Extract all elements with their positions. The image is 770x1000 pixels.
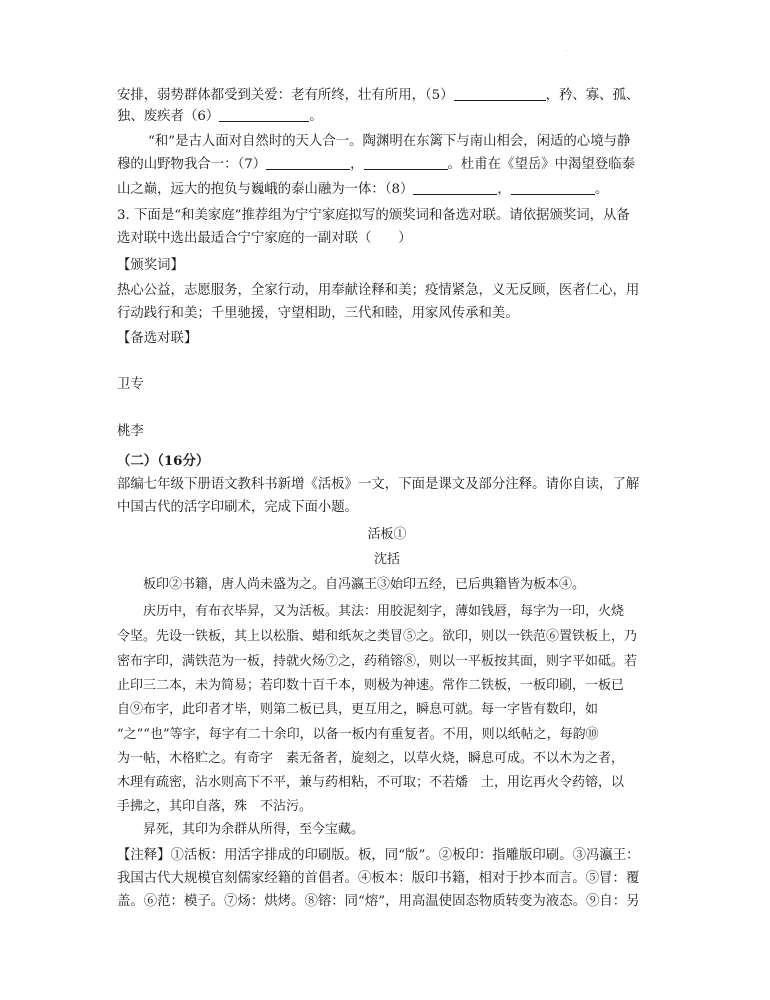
award-heading: 【颁奖词】 bbox=[117, 258, 184, 273]
classical-text-line: 密布字印，满铁范为一板，持就火炀⑦之，药稍镕⑧，则以一平板按其面，则字平如砥。若 bbox=[117, 654, 638, 669]
option-wrap: 卫专 bbox=[117, 377, 144, 392]
classical-text-line: 板印②书籍，唐人尚未盛为之。自冯瀛王③始印五经，已后典籍皆为板本④。 bbox=[143, 577, 586, 592]
section-intro-line: 部编七年级下册语文教科书新增《活板》一文，下面是课文及部分注释。请你自读，了解 bbox=[117, 477, 640, 492]
answer-blank-8a[interactable] bbox=[413, 180, 497, 195]
text-span: 。 bbox=[594, 182, 609, 197]
text-author: 沈括 bbox=[373, 552, 400, 567]
notes-line: 盖。⑥范：模子。⑦炀：烘烤。⑧镕：同“熔”，用高温使固态物质转变为液态。⑨自：另 bbox=[117, 894, 640, 909]
classical-text-line: 自⑨布字，此印者才毕，则第二板已具，更互用之，瞬息可就。每一字皆有数印，如 bbox=[117, 702, 599, 717]
text-span: 。杜甫在《望岳》中渴望登临泰 bbox=[447, 157, 635, 172]
answer-blank-7b[interactable] bbox=[364, 155, 448, 170]
paragraph-line bbox=[117, 155, 657, 175]
answer-blank-5[interactable] bbox=[454, 86, 546, 101]
text-span: 穆的山野物我合一：（7） bbox=[117, 157, 267, 172]
award-line: 热心公益，志愿服务，全家行动，用奉献诠释和美；疫情紧急，义无反顾，医者仁心，用 bbox=[117, 283, 640, 298]
couplets-heading: 【备选对联】 bbox=[117, 331, 198, 346]
classical-text-line: “之”“也”等字，每字有二十余印，以备一板内有重复者。不用，则以纸帖之，每韵⑩ bbox=[117, 727, 599, 742]
section-heading: （二）（16分） bbox=[117, 453, 210, 469]
question-3-line: 选对联中选出最适合宁宁家庭的一副对联（ ） bbox=[117, 231, 412, 246]
question-3-line: 3. 下面是“和美家庭”推荐组为宁宁家庭拟写的颁奖词和备选对联。请依据颁奖词，从备 bbox=[117, 208, 630, 223]
answer-blank-7a[interactable] bbox=[266, 155, 350, 170]
answer-blank-6[interactable] bbox=[219, 107, 309, 122]
paragraph-line bbox=[117, 86, 657, 106]
classical-text-line: 手拂之，其印自落，殊 不沾污。 bbox=[117, 799, 313, 814]
paragraph-line bbox=[117, 107, 657, 127]
text-span: 独、废疾者（6） bbox=[117, 109, 220, 124]
text-title: 活板① bbox=[367, 527, 407, 542]
classical-text-line: 庆历中，有布衣毕昇，又为活板。其法：用胶泥刻字，薄如钱唇，每字为一印，火烧 bbox=[143, 604, 625, 619]
page-mark: · bbox=[566, 48, 568, 55]
classical-text-line: 止印三二本，未为简易；若印数十百千本，则极为神速。常作二铁板，一板印刷，一板已 bbox=[117, 678, 625, 693]
text-span: ， bbox=[497, 182, 511, 197]
text-span: ， bbox=[350, 157, 364, 172]
text-span: ，矜、寡、孤、 bbox=[545, 88, 640, 103]
text-span: 山之巅，远大的抱负与巍峨的泰山融为一体：（8） bbox=[117, 182, 414, 197]
classical-text-line: 木理有疏密，沾水则高下不平，兼与药相粘，不可取；不若燔 土，用讫再火令药镕，以 bbox=[117, 775, 625, 790]
notes-line: 【注释】①活板：用活字排成的印刷版。板，同“版”。②板印：指雕版印刷。③冯瀛王： bbox=[117, 848, 640, 863]
paragraph-line bbox=[117, 180, 657, 200]
text-span: 。 bbox=[309, 109, 323, 124]
award-line: 行动践行和美；千里驰援，守望相助，三代和睦，用家风传承和美。 bbox=[117, 306, 519, 321]
classical-text-line: 为一帖，木格贮之。有奇字 素无备者，旋刻之，以草火烧，瞬息可成。不以木为之者， bbox=[117, 751, 625, 766]
option-wrap: 桃李 bbox=[117, 424, 144, 439]
classical-text-line: 令坚。先设一铁板，其上以松脂、蜡和纸灰之类冒⑤之。欲印，则以一铁范⑥置铁板上，乃 bbox=[117, 629, 638, 644]
text-span: 安排，弱势群体都受到关爱：老有所终，壮有所用，（5） bbox=[117, 88, 454, 103]
classical-text-line: 昇死，其印为余群从所得，至今宝藏。 bbox=[143, 822, 365, 837]
section-intro-line: 中国古代的活字印刷术，完成下面小题。 bbox=[117, 500, 359, 515]
notes-line: 我国古代大规模官刻儒家经籍的首倡者。④板本：版印书籍，相对于抄本而言。⑤冒：覆 bbox=[117, 871, 640, 886]
paragraph-line: “和”是古人面对自然时的天人合一。陶渊明在东篱下与南山相会，闲适的心境与静 bbox=[148, 134, 631, 149]
answer-blank-8b[interactable] bbox=[511, 180, 595, 195]
